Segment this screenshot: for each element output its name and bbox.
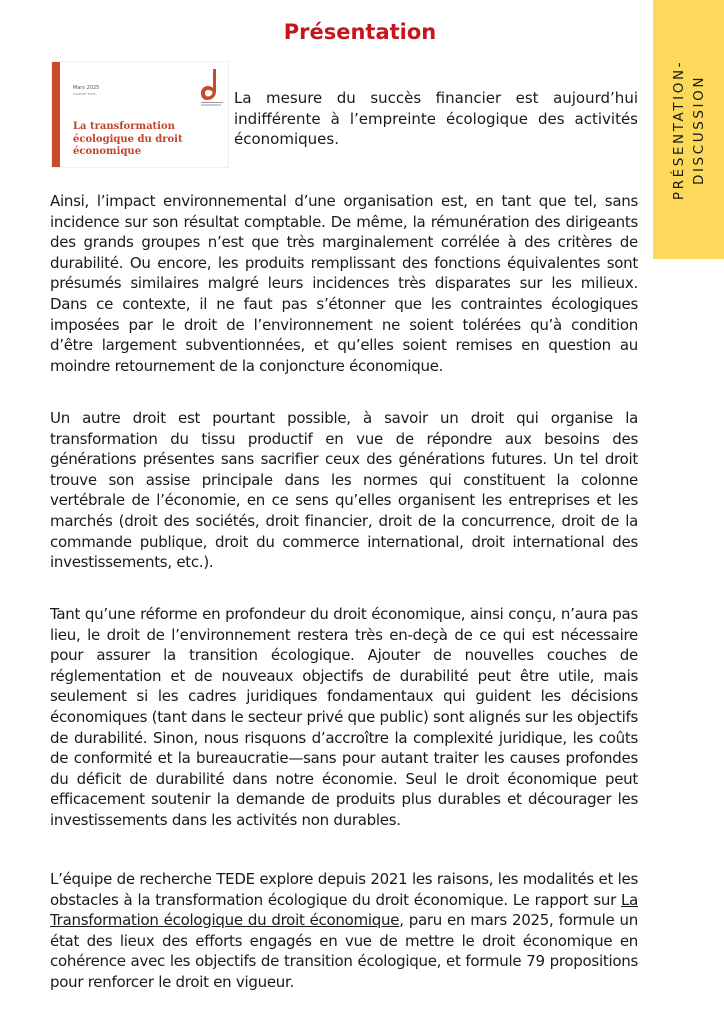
intro-paragraph: La mesure du succès financier est aujourd’hui indifférente à l’empreinte écologique des activités économiques. (234, 89, 638, 149)
body-paragraph-1: Ainsi, l’impact environnemental d’une organisation est, en tant que tel, sans incidence sur son résultat comptable. De même, la rémunération des dirigeants des grands groupes n’est que très marginalement corrélée à des critères de durabilité. Ou encore, les produits remplissant des fonctions équivalentes sont présumés similaires malgré leurs incidences très disparates sur les milieux. Dans ce contexte, il ne faut pas s’étonner que les contraintes écologiques imposées par le droit de l’environnement ne soient tolérées qu’à condition d’être largement subventionnées, et qu’elles soient remises en question au moindre retournement de la conjoncture économique. (50, 192, 638, 375)
p4-text-end: , paru en mars 2025, formule un état des lieux des efforts engagés en vue de mettre le droit économique en cohérence avec les objectifs de transition écologique, et formule 79 propositions pour renforcer le droit en vigueur. (50, 911, 638, 991)
tede-logo-icon (200, 67, 224, 107)
side-tab-label: PRÉSENTATION- DISCUSSION (670, 59, 707, 200)
cover-date: Mars 2025 (73, 85, 100, 91)
body-paragraph-2: Un autre droit est pourtant possible, à savoir un droit qui organise la transformation du tissu productif en vue de répondre aux besoins des générations présentes sans sacrifier ceux des générations futures. Un tel droit trouve son assise principale dans les normes qui constituent la colonne vertébrale de l’économie, en ce sens qu’elles organisent les entreprises et les marchés (droit des sociétés, droit financier, droit de la concurrence, droit de la commande publique, droit du commerce international, droit international des investissements, etc.). (50, 409, 638, 572)
page-title: Présentation (283, 20, 437, 44)
cover-subtitle: RAPPORT FINAL (73, 92, 97, 96)
body-paragraph-3: Tant qu’une réforme en profondeur du droit économique, ainsi conçu, n’aura pas lieu, le droit de l’environnement restera très en-deçà de ce qui est nécessaire pour assurer la transition écologique. Ajouter de nouvelles couches de réglementation et de nouveaux objectifs de durabilité peut être utile, mais seulement si les cadres juridiques fondamentaux qui guident les décisions économiques (tant dans le secteur privé que public) sont alignés sur les objectifs de durabilité. Sinon, nous risquons d’accroître la complexité juridique, les coûts de conformité et la bureaucratie—sans pour autant traiter les causes profondes du déficit de durabilité dans notre économie. Seul le droit économique peut efficacement soutenir la demande de produits plus durables et décourager les investissements dans les activités non durables. (50, 605, 638, 829)
p4-text-start: L’équipe de recherche TEDE explore depuis 2021 les raisons, les modalités et les obstacles à la transformation écologique du droit économique. Le rapport sur (50, 870, 638, 909)
cover-accent-stripe (52, 62, 60, 167)
report-cover-thumbnail[interactable] (52, 62, 228, 167)
cover-title: La transformation écologique du droit économique (73, 121, 183, 157)
body-paragraph-4 (50, 869, 638, 993)
side-tab (653, 0, 724, 259)
report-link[interactable]: La Transformation écologique du droit économique (50, 890, 638, 930)
